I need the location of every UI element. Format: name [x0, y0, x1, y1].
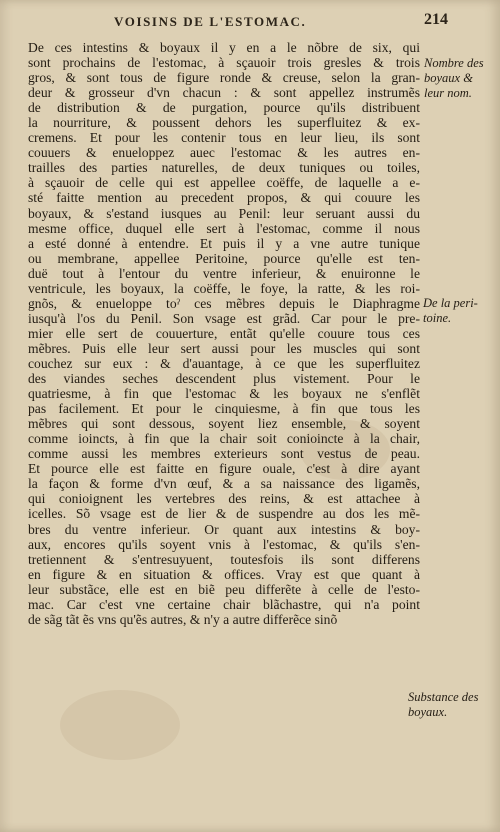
text-line: couchez sur eux : & d'auantage, à ce que les superfluitez: [28, 355, 420, 371]
text-line: a esté donné à entendre. Et puis il y a vne autre tunique: [28, 235, 420, 251]
text-line: ou membrane, appellee Peritoine, pource qu'elle est ten-: [28, 250, 420, 266]
text-line: bres du ventre inferieur. Or quant aux intestins & boy-: [28, 521, 420, 537]
text-line: boyaux, & s'estand iusques au Penil: leur seruant aussi du: [28, 205, 420, 221]
text-line: mesme office, duquel elle sert à l'estomac, comme il nous: [28, 220, 420, 236]
paper-stain: [60, 690, 180, 760]
text-line: comme aussi les membres exterieurs sont vestus de peau.: [28, 446, 420, 462]
text-line: mac. Car c'est vne certaine chair blãchastre, qui n'a point: [28, 596, 420, 612]
margin-note-line: toine.: [423, 311, 452, 325]
text-line: des viandes seches descendent plus vistement. Pour le: [28, 371, 420, 387]
text-line: gros, & sont tous de figure ronde & creuse, selon la gran-: [28, 70, 420, 86]
text-line: quatriesme, à fin que l'estomac & les boyaux ne s'enflẽt: [28, 386, 420, 402]
text-line: mẽbres qui sont dessous, soyent liez ensemble, & soyent: [28, 416, 420, 432]
text-line: la façon & forme d'vn œuf, & a sa naissance des ligamẽs,: [28, 476, 420, 492]
text-line: comme ioincts, à fin que la chair soit conioincte à la chair,: [28, 431, 420, 447]
text-line: à sçauoir de celle qui est appellee coëffe, de laquelle a e-: [28, 175, 420, 191]
text-line: trailles des parties naturelles, de deux tuniques ou toiles,: [28, 160, 420, 176]
text-line: sont prochains de l'estomac, à sçauoir trois gresles & trois: [28, 55, 420, 71]
text-line: de sãg tãt ẽs vns qu'ẽs autres, & n'y a autre differẽce sinõ: [28, 611, 338, 627]
page-number: 214: [424, 11, 448, 28]
margin-note-nombre-des-boyaux: [424, 56, 484, 101]
text-line: pas facilement. Et pour le cinquiesme, à fin que tous les: [28, 401, 420, 417]
margin-note-line: Substance des: [408, 690, 479, 704]
margin-note-line: De la peri-: [423, 296, 478, 310]
text-line: cremens. Et pour les contenir tous en leur lieu, ils sont: [28, 130, 420, 146]
body-text: [28, 40, 420, 627]
text-line: leur substãce, elle est en biẽ peu differẽte à celle de l'esto-: [28, 581, 420, 597]
margin-note-substance-des-boyaux: [408, 690, 478, 720]
text-line: tretiennent & s'entresuyuent, toutesfois ils sont differens: [28, 551, 420, 567]
text-line: sté faitte mention au precedent propos, & qui couure les: [28, 190, 420, 206]
margin-note-line: boyaux &: [424, 71, 473, 85]
text-line: mier elle sert de couuerture, entãt qu'elle couure tous ces: [28, 325, 420, 341]
text-line: Et pource elle est faitte en figure ouale, c'est à dire ayant: [28, 461, 420, 477]
text-line: mẽbres. Puis elle leur sert aussi pour les muscles qui sont: [28, 340, 420, 356]
text-line: la nourriture, & poussent dehors les superfluitez & ex-: [28, 115, 420, 131]
text-line: gnõs, & enueloppe toˀ ces mẽbres depuis le Diaphragme: [28, 295, 420, 311]
text-line: de distribution & de purgation, pource qu'ils distribuent: [28, 100, 420, 116]
text-line: en figure & en situation & offices. Vray est que quant à: [28, 566, 420, 582]
text-line: duë tout à l'entour du ventre inferieur, & enuironne le: [28, 265, 420, 281]
text-line: aux, encores qu'ils soyent vnis à l'estomac, & qu'ils s'en-: [28, 536, 420, 552]
text-line: iusqu'à l'os du Penil. Son vsage est grãd. Car pour le pre-: [28, 310, 420, 326]
margin-note-peritoine: [423, 296, 478, 326]
margin-note-line: Nombre des: [424, 56, 484, 70]
text-line: couuers & enueloppez auec l'estomac & les autres en-: [28, 145, 420, 161]
text-line: deur & grosseur d'vn chacun : & sont appellez instrumẽs: [28, 85, 420, 101]
margin-note-line: boyaux.: [408, 705, 448, 719]
page-header: [60, 8, 480, 34]
running-head: VOISINS DE L'ESTOMAC.: [114, 14, 307, 29]
margin-note-line: leur nom.: [424, 86, 472, 100]
text-line: qui conioignent les vertebres des reins, & est attachee à: [28, 491, 420, 507]
text-line: De ces intestins & boyaux il y en a le nõbre de six, qui: [28, 40, 420, 55]
text-line: icelles. Sõ vsage est de lier & de suspendre au dos les mẽ-: [28, 506, 420, 522]
text-line: ventricule, les boyaux, la coëffe, le foye, la ratte, & les roi-: [28, 280, 420, 296]
